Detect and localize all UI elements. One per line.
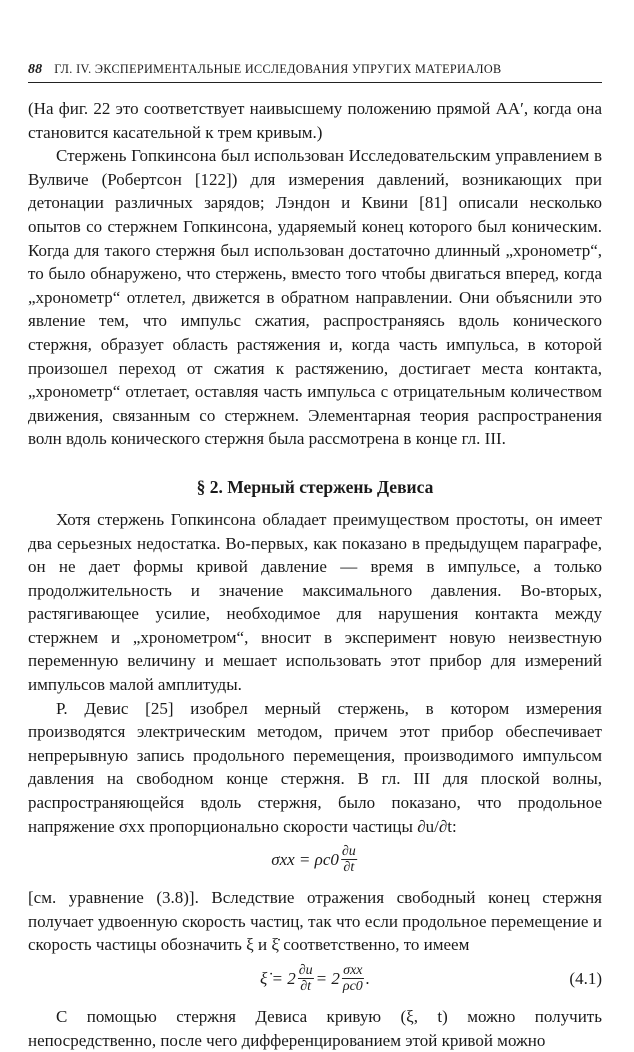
fraction-numerator: ∂u bbox=[341, 844, 356, 860]
equation-number: (4.1) bbox=[569, 969, 602, 988]
paragraph-4: Р. Девис [25] изобрел мерный стержень, в котором измерения производятся электрическим методом, причем этот прибор обеспечивает непрерывную запись продольного перемещения, производимого импульсом давления на свободном конце стержня. В гл. III для плоской волны, распространяющейся вдоль стержня, было показано, что продольное напряжение σxx пропорционально скорости частицы ∂u/∂t: bbox=[28, 698, 602, 836]
running-header bbox=[28, 62, 602, 78]
formula-stress bbox=[28, 838, 602, 886]
paragraph-1: (На фиг. 22 это соответствует наивысшему положению прямой AA′, когда она становится касательной к трем кривым.) bbox=[28, 99, 602, 142]
formula-4-1-fraction-1 bbox=[298, 963, 314, 994]
fraction-numerator: σxx bbox=[343, 963, 363, 978]
formula-stress-lhs: σxx = ρc0 bbox=[271, 849, 339, 869]
book-page bbox=[28, 62, 602, 1050]
paragraph-5: [см. уравнение (3.8)]. Вследствие отражения свободный конец стержня получает удвоенную скорость частиц, так что если продольное перемещение и скорость частицы обозначить ξ и ξ̇ соответственно, то имеем bbox=[28, 888, 602, 955]
fraction-denominator: ρc0 bbox=[342, 979, 363, 994]
formula-4-1 bbox=[28, 957, 602, 1005]
formula-4-1-mid: = 2 bbox=[315, 968, 340, 988]
fraction-denominator: ∂t bbox=[343, 860, 355, 876]
fraction-numerator: ∂u bbox=[298, 963, 313, 978]
header-rule bbox=[28, 82, 602, 83]
paragraph-3: Хотя стержень Гопкинсона обладает преимуществом простоты, он имеет два серьезных недостатка. Во-первых, как показано в предыдущем параграфе, он не дает формы кривой давление — время в импульсе, а только продолжительность и значение максимального давления. Во-вторых, растягивающее усилие, необходимое для нарушения контакта между стержнем и „хронометром“, вносит в эксперимент новую неизвестную переменную величину и мешает использовать этот прибор для измерений импульсов малой амплитуды. bbox=[28, 509, 602, 695]
page-number: 88 bbox=[28, 62, 43, 77]
formula-4-1-lhs: ξ̇ = 2 bbox=[259, 968, 296, 988]
running-head-title: ГЛ. IV. ЭКСПЕРИМЕНТАЛЬНЫЕ ИССЛЕДОВАНИЯ УПРУГИХ МАТЕРИАЛОВ bbox=[54, 62, 502, 76]
formula-4-1-fraction-2 bbox=[342, 963, 364, 994]
paragraph-2: Стержень Гопкинсона был использован Исследовательским управлением в Вулвиче (Робертсон [122]) для измерения давлений, возникающих при детонации различных зарядов; Лэндон и Квини [81] описали несколько опытов со стержнем Гопкинсона, ударяемый конец которого был коническим. Когда для такого стержня был использован достаточно длинный „хронометр“, то было обнаружено, что стержень, вместо того чтобы двигаться вперед, когда „хронометр“ отлетел, движется в обратном направлении. Они объяснили это явление тем, что импульс сжатия, распространяясь вдоль конического стержня, образует область растяжения и, когда часть импульса, в которой произошел переход от сжатия к растяжению, достигает места контакта, „хронометр“ отлетает, оставляя часть импульса с отрицательным количеством движения, связанным со стержнем. Элементарная теория распространения волн вдоль конического стержня была рассмотрена в конце гл. III. bbox=[28, 146, 602, 449]
section-title: § 2. Мерный стержень Девиса bbox=[196, 476, 434, 497]
fraction-denominator: ∂t bbox=[300, 979, 312, 994]
formula-stress-fraction bbox=[341, 844, 357, 875]
formula-4-1-end: . bbox=[365, 968, 371, 988]
paragraph-6: С помощью стержня Девиса кривую (ξ, t) можно получить непосредственно, после чего дифференцированием этой кривой можно bbox=[28, 1007, 602, 1050]
